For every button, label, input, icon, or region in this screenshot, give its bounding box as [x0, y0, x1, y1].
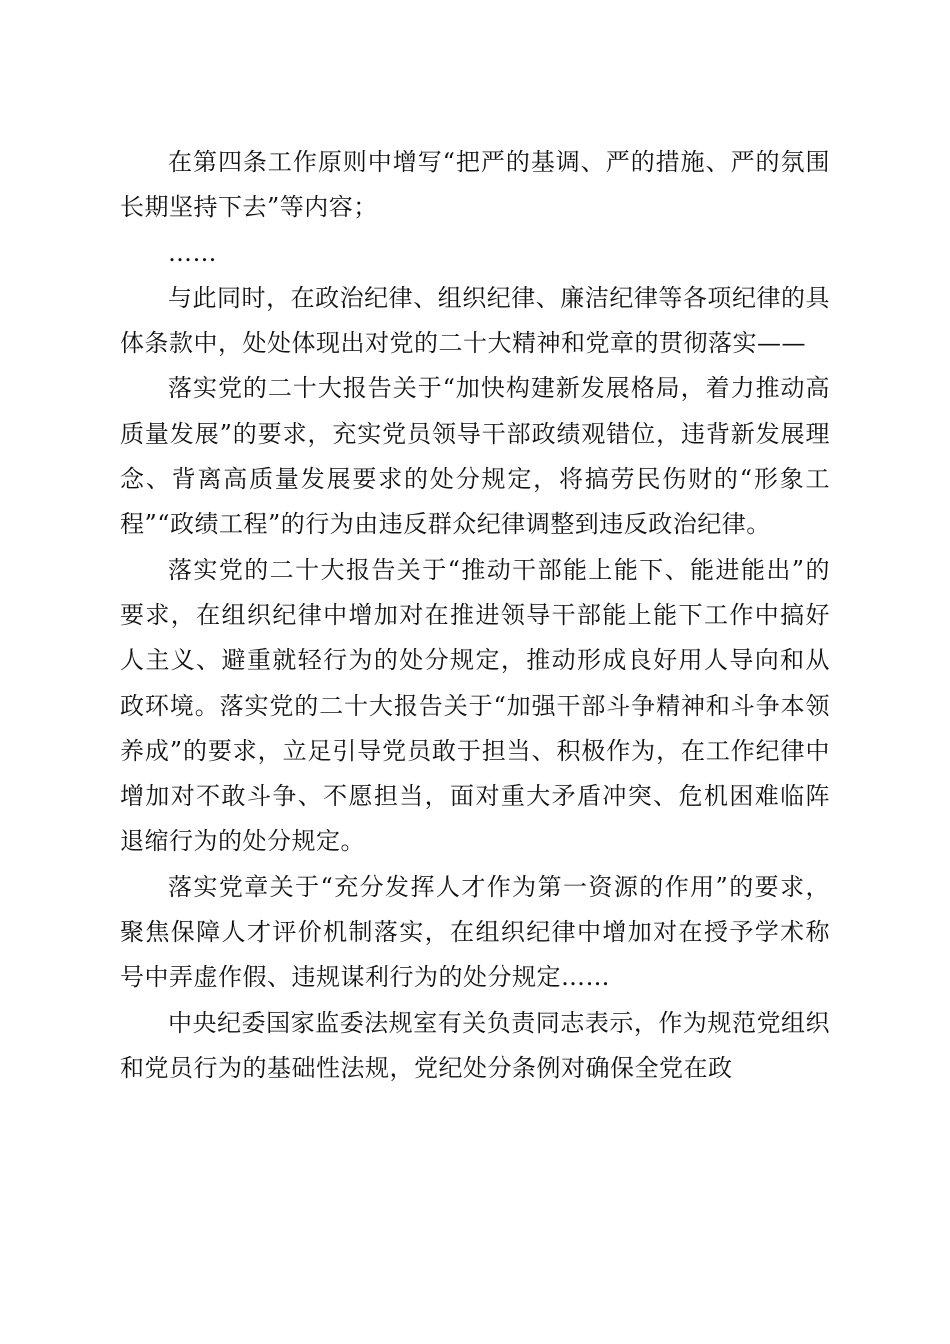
- document-body: [120, 140, 830, 1091]
- paragraph-meanwhile: 与此同时，在政治纪律、组织纪律、廉洁纪律等各项纪律的具体条款中，处处体现出对党的二十大精神和党章的贯彻落实——: [120, 283, 830, 358]
- paragraph-work-principle: 在第四条工作原则中增写“把严的基调、严的措施、严的氛围长期坚持下去”等内容；: [120, 148, 830, 222]
- paragraph-talent: 落实党章关于“充分发挥人才作为第一资源的作用”的要求，聚焦保障人才评价机制落实，在组织纪律中增加对在授予学术称号中弄虚作假、违规谋利行为的处分规定……: [120, 872, 830, 992]
- paragraph-regulations-office: 中央纪委国家监委法规室有关负责同志表示，作为规范党组织和党员行为的基础性法规，党纪处分条例对确保全党在政: [120, 1008, 830, 1082]
- paragraph-ellipsis: ……: [168, 238, 217, 267]
- paragraph-cadres: 落实党的二十大报告关于“推动干部能上能下、能进能出”的要求，在组织纪律中增加对在推进领导干部能上能下工作中搞好人主义、避重就轻行为的处分规定，推动形成良好用人导向和从政环境。落实党的二十大报告关于“加强干部斗争精神和斗争本领养成”的要求，立足引导党员敢于担当、积极作为，在工作纪律中增加对不敢斗争、不愿担当，面对重大矛盾冲突、危机困难临阵退缩行为的处分规定。: [120, 555, 830, 856]
- paragraph-development: 落实党的二十大报告关于“加快构建新发展格局，着力推动高质量发展”的要求，充实党员领导干部政绩观错位，违背新发展理念、背离高质量发展要求的处分规定，将搞劳民伤财的“形象工程”“政绩工程”的行为由违反群众纪律调整到违反政治纪律。: [120, 374, 830, 539]
